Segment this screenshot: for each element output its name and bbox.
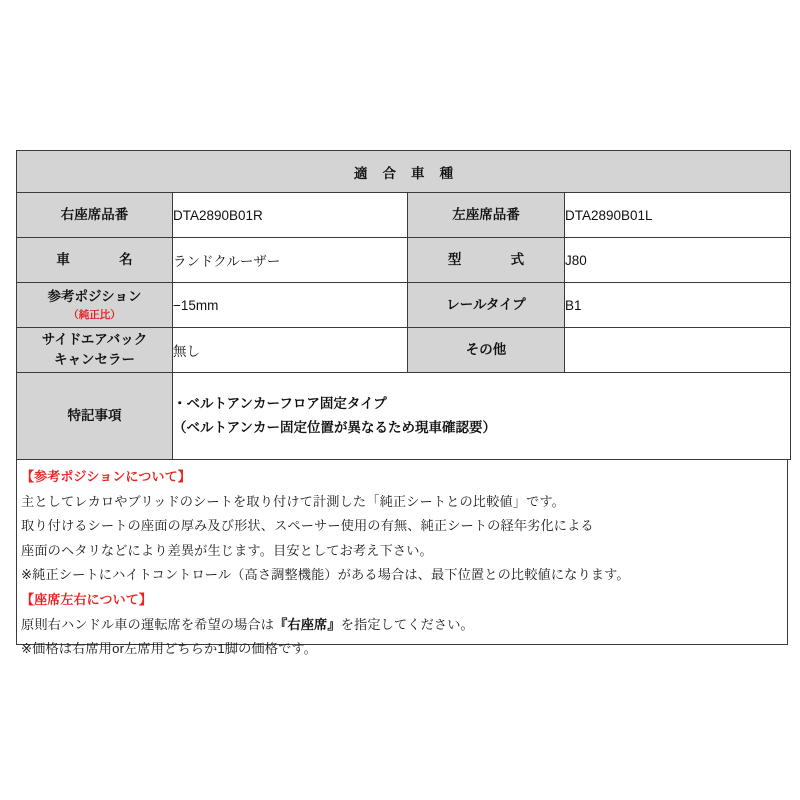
footnote-reference-position-line-3: 座面のヘタリなどにより差異が生じます。目安としてお考え下さい。 xyxy=(21,542,433,558)
footnote-seat-side-line-1-pre: 原則右ハンドル車の運転席を希望の場合は xyxy=(21,616,275,632)
value-side-airbag-canceller: 無し xyxy=(173,328,408,373)
table-title: 適 合 車 種 xyxy=(17,151,791,193)
table-row-side-airbag-canceller xyxy=(17,328,791,373)
footnote-heading-reference-position: 【参考ポジションについて】 xyxy=(21,469,191,484)
label-side-airbag-canceller-line1: サイドエアバック xyxy=(41,331,148,347)
table-title-row xyxy=(17,151,791,193)
value-right-seat-part-number: DTA2890B01R xyxy=(173,193,408,238)
value-rail-type: B1 xyxy=(565,283,791,328)
table-row-special-notes xyxy=(17,373,791,460)
label-right-seat-part-number: 右座席品番 xyxy=(17,193,173,238)
value-reference-position: −15mm xyxy=(173,283,408,328)
table-row-reference-position xyxy=(17,283,791,328)
label-side-airbag-canceller-line2: キャンセラー xyxy=(54,352,135,367)
label-model-code xyxy=(408,238,565,283)
value-vehicle-name: ランドクルーザー xyxy=(173,238,408,283)
label-reference-position xyxy=(17,283,173,328)
label-rail-type: レールタイプ xyxy=(408,283,565,328)
footnote-seat-side-line-1-post: を指定してください。 xyxy=(340,616,474,632)
label-side-airbag-canceller xyxy=(17,328,173,373)
label-left-seat-part-number: 左座席品番 xyxy=(408,193,565,238)
label-vehicle-name xyxy=(17,238,173,283)
label-vehicle-name-text: 車 名 xyxy=(56,252,141,268)
footnotes-panel xyxy=(16,460,788,657)
label-other: その他 xyxy=(408,328,565,373)
value-model-code: J80 xyxy=(565,238,791,283)
value-other xyxy=(565,328,791,373)
label-reference-position-text: 参考ポジション xyxy=(47,289,142,305)
special-notes-line-1: ・ベルトアンカーフロア固定タイプ xyxy=(173,396,387,412)
footnote-seat-side-line-2: ※価格は右席用or左席用どちらか1脚の価格です。 xyxy=(21,641,317,657)
vehicle-compatibility-table xyxy=(16,150,791,460)
label-model-code-text: 型 式 xyxy=(447,252,532,268)
footnote-reference-position-line-1: 主としてレカロやブリッドのシートを取り付けて計測した「純正シートとの比較値」です。 xyxy=(21,493,565,509)
special-notes-line-2: （ベルトアンカー固定位置が異なるため現車確認要） xyxy=(173,420,497,435)
footnote-heading-seat-side: 【座席左右について】 xyxy=(21,591,153,607)
footnote-seat-side-emphasis: 『右座席』 xyxy=(274,616,341,632)
table-row-vehicle-name xyxy=(17,238,791,283)
table-row-part-number xyxy=(17,193,791,238)
footnote-seat-side-line-1 xyxy=(21,613,787,638)
label-reference-position-note: （純正比） xyxy=(68,308,121,321)
value-left-seat-part-number: DTA2890B01L xyxy=(565,193,791,238)
label-special-notes: 特記事項 xyxy=(17,373,173,460)
footnote-reference-position-line-2: 取り付けるシートの座面の厚み及び形状、スペーサー使用の有無、純正シートの経年劣化による xyxy=(21,518,594,534)
footnote-reference-position-line-4: ※純正シートにハイトコントロール（高さ調整機能）がある場合は、最下位置との比較値になります。 xyxy=(21,567,630,583)
value-special-notes xyxy=(173,373,791,460)
